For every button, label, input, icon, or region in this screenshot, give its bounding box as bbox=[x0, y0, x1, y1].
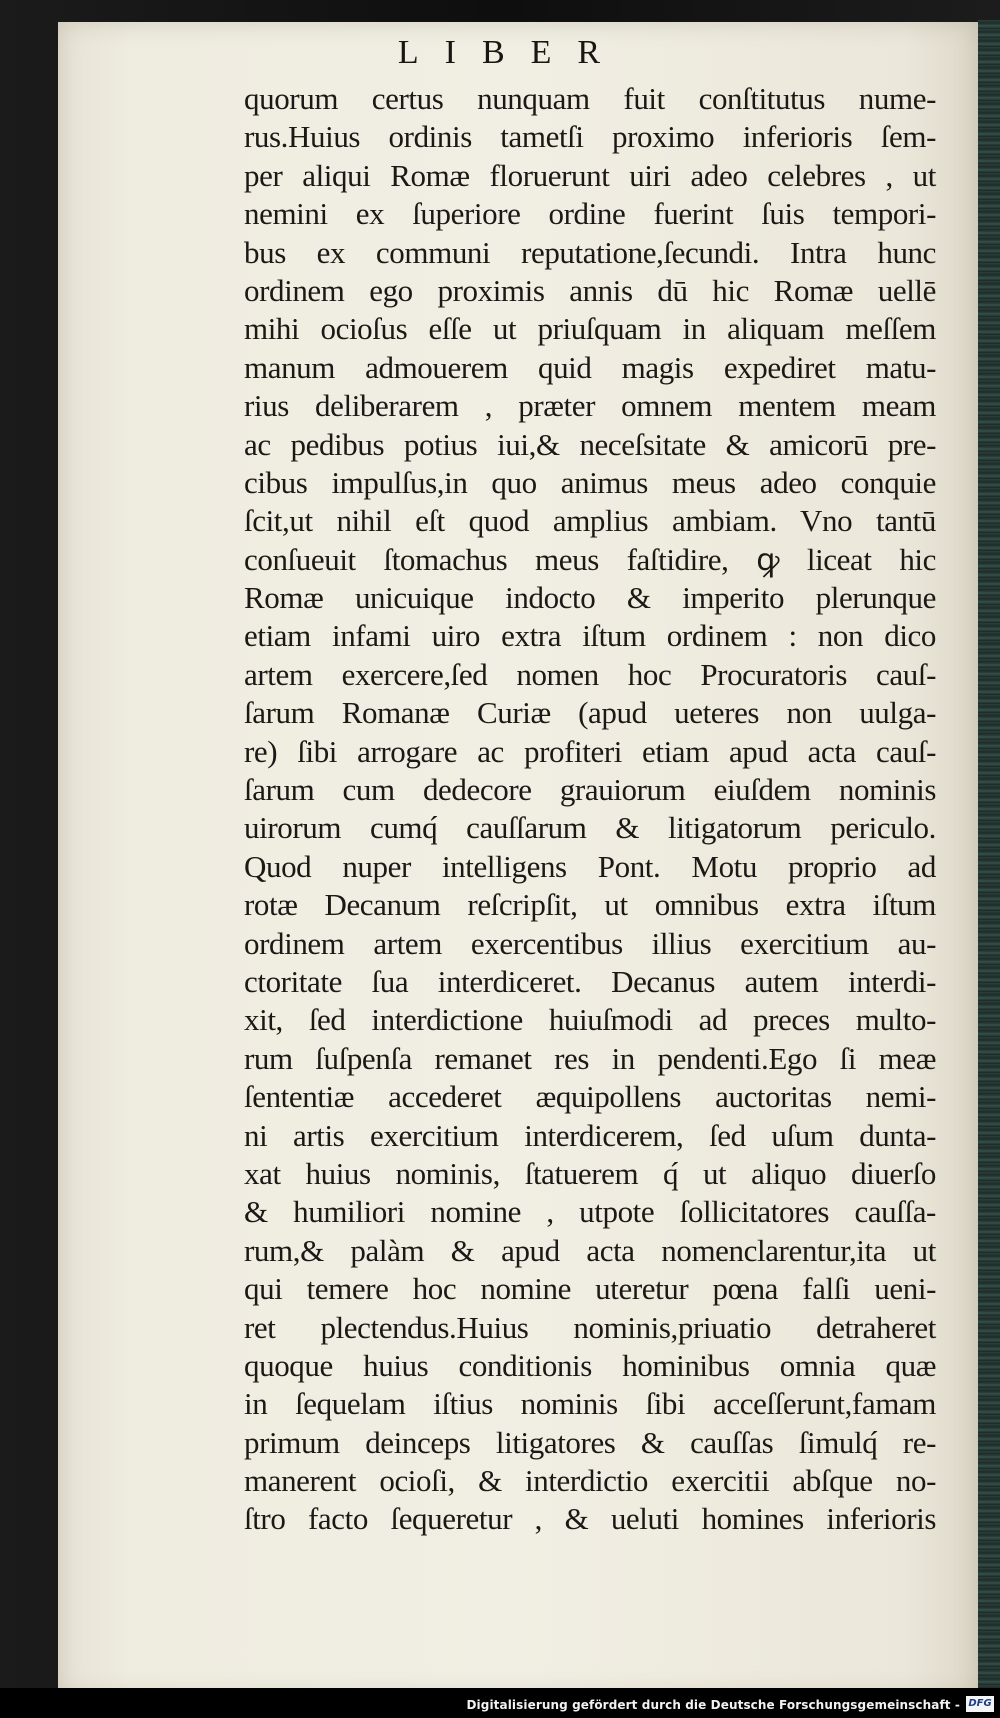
text-line: ordinem ego proximis annis dū hic Romæ uellē bbox=[244, 272, 936, 308]
text-line: per aliqui Romæ floruerunt uiri adeo celebres , ut bbox=[244, 157, 936, 193]
text-line: ctoritate ſua interdiceret. Decanus autem interdi- bbox=[244, 963, 936, 999]
text-line: ſtro facto ſequeretur , & ueluti homines inferioris bbox=[244, 1501, 936, 1537]
text-block bbox=[244, 80, 936, 1539]
text-line: mihi ocioſus eſſe ut priuſquam in aliquam meſſem bbox=[244, 311, 936, 347]
text-line: rum ſuſpenſa remanet res in pendenti.Ego ſi meæ bbox=[244, 1040, 936, 1076]
text-line: conſueuit ſtomachus meus faſtidire, ꝙ liceat hic bbox=[244, 541, 936, 577]
text-line: uirorum cumq́ cauſſarum & litigatorum periculo. bbox=[244, 810, 936, 846]
text-line: artem exercere,ſed nomen hoc Procuratoris cauſ- bbox=[244, 656, 936, 692]
text-line: Romæ unicuique indocto & imperito plerunque bbox=[244, 580, 936, 616]
text-line: bus ex communi reputatione,ſecundi. Intra hunc bbox=[244, 234, 936, 270]
text-line: ſcit,ut nihil eſt quod amplius ambiam. Vno tantū bbox=[244, 503, 936, 539]
text-line: manum admouerem quid magis expediret matu- bbox=[244, 349, 936, 385]
text-line: ordinem artem exercentibus illius exercitium au- bbox=[244, 925, 936, 961]
text-line: rum,& palàm & apud acta nomenclarentur,ita ut bbox=[244, 1232, 936, 1268]
text-line: Quod nuper intelligens Pont. Motu proprio ad bbox=[244, 848, 936, 884]
running-head: LIBER bbox=[397, 34, 627, 71]
text-line: rus.Huius ordinis tametſi proximo inferioris ſem- bbox=[244, 119, 936, 155]
text-line: ac pedibus potius iui,& neceſsitate & amicorū pre- bbox=[244, 426, 936, 462]
text-line: primum deinceps litigatores & cauſſas ſimulq́ re- bbox=[244, 1424, 936, 1460]
text-line: xat huius nominis, ſtatuerem q́ ut aliquo diuerſo bbox=[244, 1155, 936, 1191]
text-line: nemini ex ſuperiore ordine fuerint ſuis tempori- bbox=[244, 196, 936, 232]
text-line: ni artis exercitium interdicerem, ſed uſum dunta- bbox=[244, 1117, 936, 1153]
text-line: ret plectendus.Huius nominis,priuatio detraheret bbox=[244, 1309, 936, 1345]
footer-bar bbox=[0, 1688, 1000, 1718]
text-line: cibus impulſus,in quo animus meus adeo conquie bbox=[244, 464, 936, 500]
text-line: ſarum Romanæ Curiæ (apud ueteres non uulga- bbox=[244, 695, 936, 731]
text-line: quoque huius conditionis hominibus omnia quæ bbox=[244, 1347, 936, 1383]
text-line: & humiliori nomine , utpote ſollicitatores cauſſa- bbox=[244, 1194, 936, 1230]
text-line: etiam infami uiro extra iſtum ordinem : non dico bbox=[244, 618, 936, 654]
text-line: quorum certus nunquam fuit conſtitutus nume- bbox=[244, 81, 936, 116]
text-line: ſarum cum dedecore grauiorum eiuſdem nominis bbox=[244, 772, 936, 808]
text-line: qui temere hoc nomine uteretur pœna falſi ueni- bbox=[244, 1271, 936, 1307]
text-line: ſententiæ accederet æquipollens auctoritas nemi- bbox=[244, 1079, 936, 1115]
text-line: in ſequelam iſtius nominis ſibi acceſſerunt,famam bbox=[244, 1386, 936, 1422]
text-line: re) ſibi arrogare ac profiteri etiam apud acta cauſ- bbox=[244, 733, 936, 769]
dfg-logo: DFG bbox=[966, 1696, 994, 1712]
text-line: manerent ocioſi, & interdictio exercitii abſque no- bbox=[244, 1463, 936, 1499]
text-line: rotæ Decanum reſcripſit, ut omnibus extra iſtum bbox=[244, 887, 936, 923]
text-line: rius deliberarem , præter omnem mentem meam bbox=[244, 388, 936, 424]
digitization-credit: Digitalisierung gefördert durch die Deutsche Forschungsgemeinschaft - bbox=[466, 1698, 960, 1712]
text-line: xit, ſed interdictione huiuſmodi ad preces multo- bbox=[244, 1002, 936, 1038]
book-fore-edge bbox=[978, 20, 1000, 1688]
